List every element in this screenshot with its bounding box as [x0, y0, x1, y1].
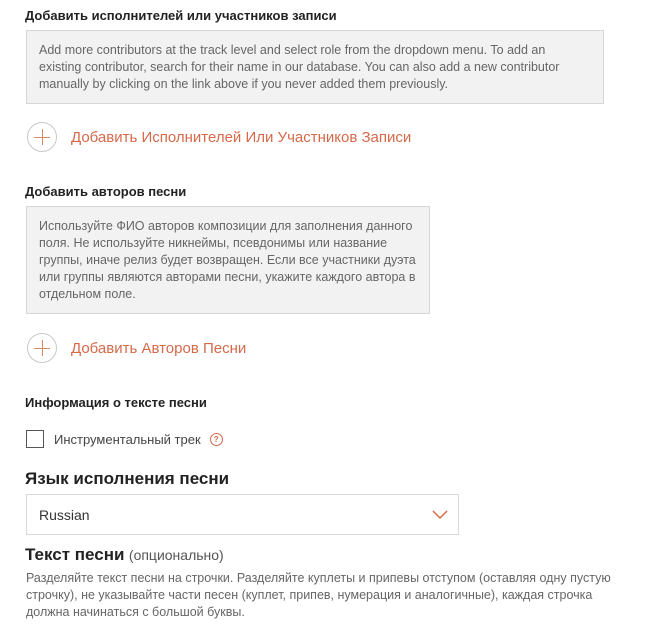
contributors-info-box [26, 30, 604, 104]
language-title: Язык исполнения песни [25, 469, 230, 488]
plus-circle-icon [27, 122, 57, 152]
language-select[interactable] [26, 494, 459, 535]
instrumental-row [26, 430, 223, 448]
help-icon[interactable]: ? [210, 433, 223, 446]
lyrics-title: Текст песни [25, 545, 125, 564]
add-contributors-button[interactable] [27, 122, 411, 152]
plus-circle-icon [27, 333, 57, 363]
add-authors-label: Добавить Авторов Песни [71, 339, 247, 357]
language-selected-value: Russian [39, 506, 90, 523]
lyrics-info-title: Информация о тексте песни [25, 395, 207, 410]
add-contributors-label: Добавить Исполнителей Или Участников Записи [71, 128, 412, 146]
instrumental-checkbox[interactable] [26, 430, 44, 448]
add-authors-button[interactable] [27, 333, 246, 363]
authors-info-text: Используйте ФИО авторов композиции для заполнения данного поля. Не используйте никнеймы, псевдонимы или название группы, иначе релиз будет возвращен. Если все участники дуэта или группы являются авторами песни, укажите каждого автора в отдельном поле. [39, 219, 416, 301]
lyrics-description: Разделяйте текст песни на строчки. Разделяйте куплеты и припевы отступом (оставляя одну пустую строчку), не указывайте части песен (куплет, припев, нумерация и аналогичные), каждая строчка должна начинаться с большой буквы. [26, 571, 611, 619]
contributors-info-text: Add more contributors at the track level and select role from the dropdown menu. To add an existing contributor, search for their name in our database. You can also add a new contributor manually by clicking on the link above if you never added them previously. [39, 43, 560, 91]
lyrics-heading [25, 545, 224, 565]
instrumental-label: Инструментальный трек [54, 431, 201, 447]
authors-info-box [26, 206, 430, 314]
contributors-section-title: Добавить исполнителей или участников записи [25, 8, 337, 23]
authors-section-title: Добавить авторов песни [25, 184, 187, 199]
chevron-down-icon [432, 510, 448, 520]
lyrics-optional-label: (опционально) [128, 547, 224, 563]
